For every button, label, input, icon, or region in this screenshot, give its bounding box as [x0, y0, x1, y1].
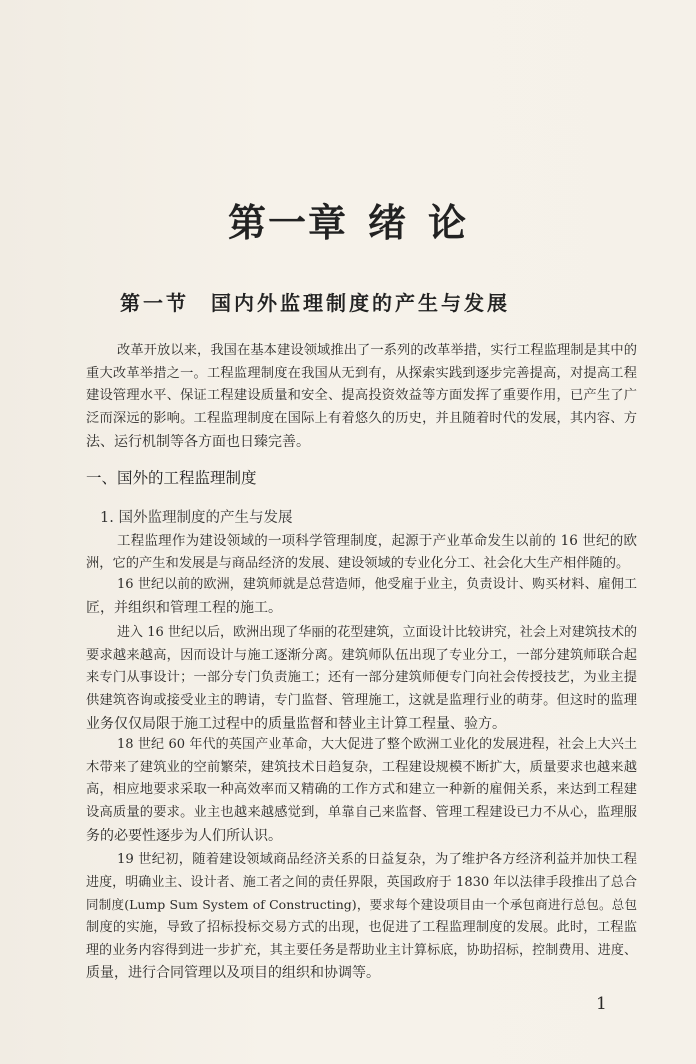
subsection-heading: 一、国外的工程监理制度 [86, 469, 257, 487]
section-number: 第一节 [120, 291, 189, 315]
text-line: 业务仅仅局限于施工过程中的质量监督和替业主计算工程量、验方。 [86, 715, 506, 732]
text-line: 重大改革举措之一。工程监理制度在我国从无到有，从探索实践到逐步完善提高，对提高工程 [86, 365, 637, 381]
text-line: 来专门从事设计；一部分专门负责施工；还有一部分建筑师便专门向社会传授技艺，为业主提 [86, 670, 637, 686]
text-line: 理的业务内容得到进一步扩充，其主要任务是帮助业主计算标底，协助招标，控制费用、进度、 [86, 942, 637, 958]
text-line: 供建筑咨询或接受业主的聘请，专门监督、管理施工，这就是监理行业的萌芽。但这时的监理 [86, 693, 637, 709]
text-line: 同制度(Lump Sum System of Constructing)，要求每个建设项目由一个承包商进行总包。总包 [86, 897, 637, 913]
text-line: 进入 16 世纪以后，欧洲出现了华丽的花型建筑，立面设计比较讲究，社会上对建筑技术的 [117, 625, 637, 640]
page-number: 1 [596, 994, 607, 1014]
chapter-title [0, 192, 696, 247]
text-line: 设高质量的要求。业主也越来越感觉到，单靠自己来监督、管理工程建设已力不从心，监理服 [86, 805, 637, 821]
text-line: 务的必要性逐步为人们所认识。 [86, 827, 282, 844]
chapter-number: 第一章 [227, 201, 348, 245]
text-line: 木带来了建筑业的空前繁荣，建筑技术日趋复杂，工程建设规模不断扩大，质量要求也越来越 [86, 759, 637, 775]
text-line: 建设管理水平、保证工程建设质量和安全、提高投资效益等方面发挥了重要作用，已产生了广 [86, 388, 637, 404]
text-line: 洲，它的产生和发展是与商品经济的发展、建设领域的专业化分工、社会化大生产相伴随的。 [86, 555, 630, 571]
chapter-title-char-1: 绪 [367, 201, 408, 245]
text-line: 制度的实施，导致了招标投标交易方式的出现，也促进了工程监理制度的发展。此时，工程监 [86, 920, 637, 936]
text-line: 工程监理作为建设领域的一项科学管理制度，起源于产业革命发生以前的 16 世纪的欧 [117, 533, 637, 549]
text-line: 泛而深远的影响。工程监理制度在国际上有着悠久的历史，并且随着时代的发展，其内容、方 [86, 411, 637, 427]
text-line: 质量，进行合同管理以及项目的组织和协调等。 [86, 965, 380, 982]
section-title-text: 国内外监理制度的产生与发展 [211, 291, 510, 315]
text-line: 进度，明确业主、设计者、施工者之间的责任界限，英国政府于 1830 年以法律手段推出了总合 [86, 874, 637, 890]
paragraph [86, 849, 637, 985]
sub-subsection-heading: 1. 国外监理制度的产生与发展 [100, 510, 293, 526]
paragraph [86, 340, 637, 453]
section-title [0, 287, 630, 316]
text-line: 匠，并组织和管理工程的施工。 [86, 599, 282, 616]
text-line: 18 世纪 60 年代的英国产业革命，大大促进了整个欧洲工业化的发展进程，社会上大兴土 [117, 737, 637, 752]
text-line: 高，相应地要求采取一种高效率而又精确的工作方式和建立一种新的雇佣关系，来达到工程建 [86, 782, 637, 798]
text-line: 要求越来越高，因而设计与施工逐渐分离。建筑师队伍出现了专业分工，一部分建筑师联合起 [86, 647, 637, 663]
chapter-title-char-2: 论 [428, 201, 469, 245]
text-line: 16 世纪以前的欧洲，建筑师就是总营造师，他受雇于业主，负责设计、购买材料、雇佣工 [117, 577, 637, 592]
paragraph [86, 622, 637, 735]
paragraph [86, 734, 637, 847]
paragraph [86, 574, 637, 619]
text-line: 改革开放以来，我国在基本建设领域推出了一系列的改革举措，实行工程监理制是其中的 [117, 343, 637, 358]
paragraph [86, 530, 637, 575]
text-line: 19 世纪初，随着建设领域商品经济关系的日益复杂，为了维护各方经济利益并加快工程 [117, 852, 637, 867]
text-line: 法、运行机制等各方面也日臻完善。 [86, 433, 310, 450]
